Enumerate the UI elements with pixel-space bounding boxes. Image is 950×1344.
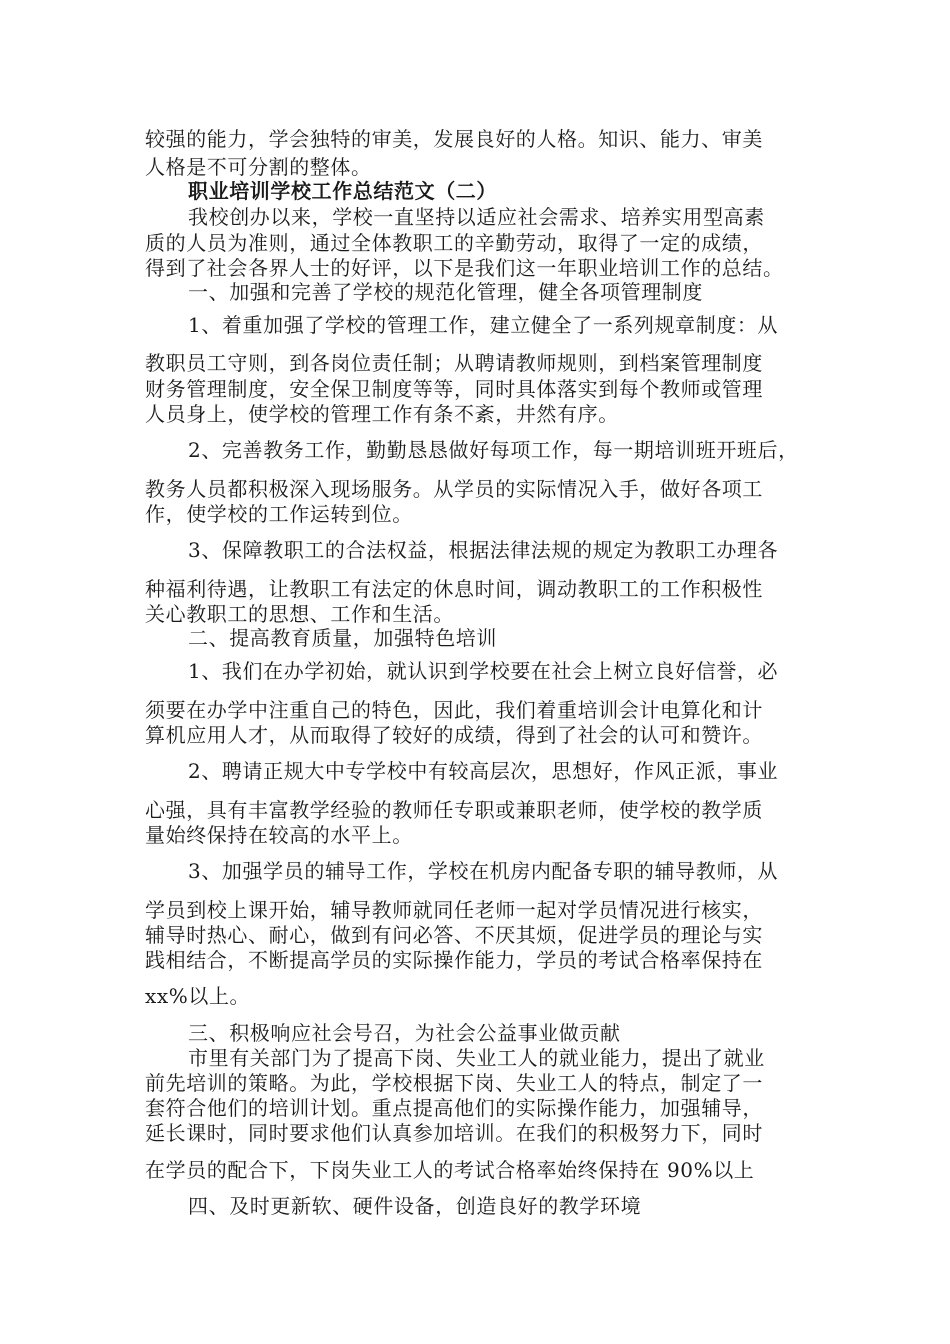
heading-2: 二、提高教育质量，加强特色培训	[188, 626, 497, 650]
paragraph-line: 须要在办学中注重自己的特色，因此，我们着重培训会计电算化和计	[145, 698, 763, 722]
paragraph-line: 教务人员都积极深入现场服务。从学员的实际情况入手，做好各项工	[145, 477, 763, 501]
paragraph-line: 质的人员为准则，通过全体教职工的辛勤劳动，取得了一定的成绩，	[145, 231, 763, 255]
paragraph-line: 前先培训的策略。为此，学校根据下岗、失业工人的特点，制定了一	[145, 1071, 763, 1095]
paragraph-line: 较强的能力，学会独特的审美，发展良好的人格。知识、能力、审美	[145, 127, 763, 151]
paragraph-line: 教职员工守则，到各岗位责任制；从聘请教师规则，到档案管理制度	[145, 351, 763, 375]
paragraph-line: 量始终保持在较高的水平上。	[145, 823, 413, 847]
paragraph-line: 套符合他们的培训计划。重点提高他们的实际操作能力，加强辅导，	[145, 1096, 763, 1120]
paragraph-line: 2、完善教务工作，勤勤恳恳做好每项工作，每一期培训班开班后，	[188, 438, 799, 462]
paragraph-line: xx%以上。	[145, 984, 251, 1008]
paragraph-line: 1、我们在办学初始，就认识到学校要在社会上树立良好信誉，必	[188, 659, 779, 683]
paragraph-line: 作，使学校的工作运转到位。	[145, 502, 413, 526]
paragraph-line: 学员到校上课开始，辅导教师就同任老师一起对学员情况进行核实，	[145, 898, 763, 922]
heading-1: 一、加强和完善了学校的规范化管理，健全各项管理制度	[188, 280, 703, 304]
paragraph-line: 财务管理制度，安全保卫制度等等，同时具体落实到每个教师或管理	[145, 377, 763, 401]
paragraph-line: 延长课时，同时要求他们认真参加培训。在我们的积极努力下，同时	[145, 1121, 763, 1145]
heading-3: 三、积极响应社会号召，为社会公益事业做贡献	[188, 1021, 621, 1045]
paragraph-line: 关心教职工的思想、工作和生活。	[145, 602, 454, 626]
paragraph-line: 人格是不可分割的整体。	[145, 155, 372, 179]
paragraph-line: 辅导时热心、耐心，做到有问必答、不厌其烦，促进学员的理论与实	[145, 923, 763, 947]
paragraph-line: 3、保障教职工的合法权益，根据法律法规的规定为教职工办理各	[188, 538, 779, 562]
paragraph-line: 种福利待遇，让教职工有法定的休息时间，调动教职工的工作积极性	[145, 577, 763, 601]
paragraph-line: 算机应用人才，从而取得了较好的成绩，得到了社会的认可和赞许。	[145, 723, 763, 747]
paragraph-line: 人员身上，使学校的管理工作有条不紊，井然有序。	[145, 402, 619, 426]
paragraph-line: 在学员的配合下，下岗失业工人的考试合格率始终保持在 90%以上	[145, 1158, 755, 1182]
heading-4: 四、及时更新软、硬件设备，创造良好的教学环境	[188, 1194, 642, 1218]
paragraph-line: 1、着重加强了学校的管理工作，建立健全了一系列规章制度：从	[188, 313, 779, 337]
paragraph-line: 得到了社会各界人士的好评，以下是我们这一年职业培训工作的总结。	[145, 256, 784, 280]
paragraph-line: 我校创办以来，学校一直坚持以适应社会需求、培养实用型高素	[188, 205, 765, 229]
paragraph-line: 心强，具有丰富教学经验的教师任专职或兼职老师，使学校的教学质	[145, 798, 763, 822]
section-title: 职业培训学校工作总结范文（二）	[188, 179, 497, 203]
paragraph-line: 践相结合，不断提高学员的实际操作能力，学员的考试合格率保持在	[145, 948, 763, 972]
paragraph-line: 3、加强学员的辅导工作，学校在机房内配备专职的辅导教师，从	[188, 859, 779, 883]
paragraph-line: 市里有关部门为了提高下岗、失业工人的就业能力，提出了就业	[188, 1046, 765, 1070]
paragraph-line: 2、聘请正规大中专学校中有较高层次，思想好，作风正派，事业	[188, 759, 779, 783]
